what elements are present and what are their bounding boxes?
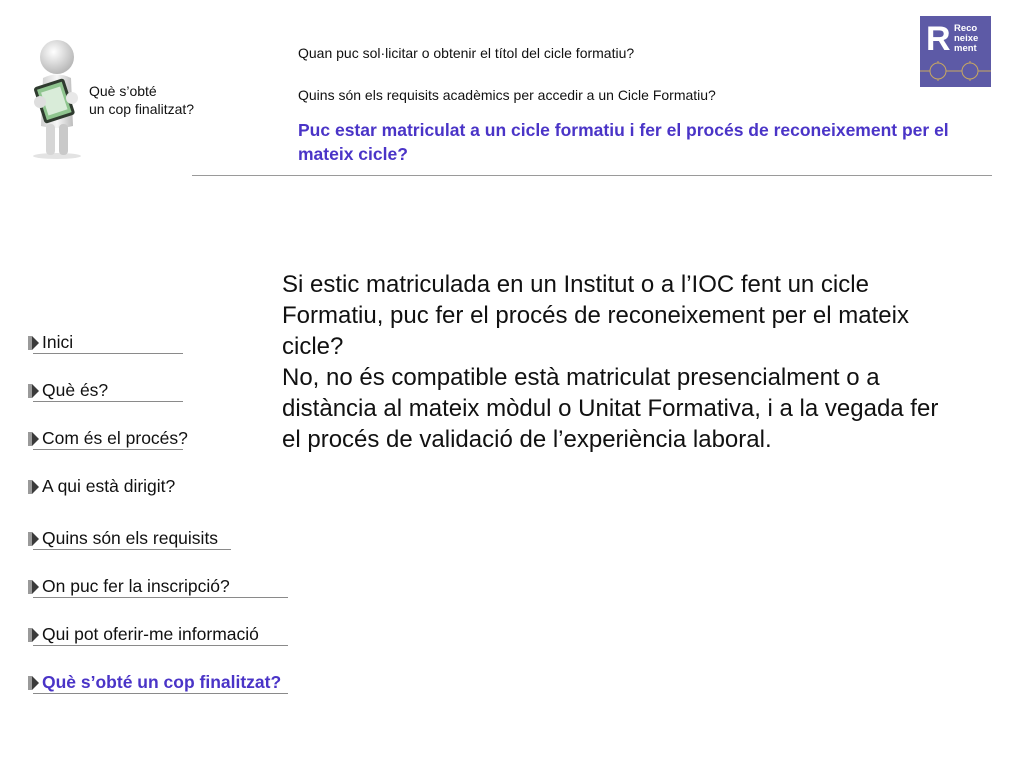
play-arrow-icon xyxy=(28,335,40,351)
section-caption xyxy=(89,82,194,118)
play-arrow-icon xyxy=(28,383,40,399)
current-question-title: Puc estar matriculat a un cicle formatiu i fer el procés de reconeixement per el mateix cicle? xyxy=(298,120,949,164)
play-arrow-icon xyxy=(28,479,40,495)
play-arrow-icon xyxy=(28,531,40,547)
play-arrow-icon xyxy=(28,579,40,595)
logo-letter: R xyxy=(926,20,951,58)
header-divider xyxy=(192,175,992,176)
play-arrow-icon xyxy=(28,675,40,691)
logo-text-line-3: ment xyxy=(954,43,977,54)
play-arrow-icon xyxy=(28,627,40,643)
nav-item-underline xyxy=(33,693,288,694)
nav-item-underline xyxy=(33,597,288,598)
nav-item-label: Inici xyxy=(42,332,74,352)
nav-item-label: On puc fer la inscripció? xyxy=(42,576,230,596)
logo-text xyxy=(954,24,978,54)
nav-item-underline xyxy=(33,549,231,550)
reconeixement-logo xyxy=(920,16,991,87)
answer-response-paragraph: No, no és compatible està matriculat presencialment o a distància al mateix mòdul o Unitat Formativa, i a la vegada fer el procés de validació de l’experiència laboral. xyxy=(282,364,939,453)
nav-item-label: Quins són els requisits xyxy=(42,528,219,548)
nav-item-underline xyxy=(33,401,183,402)
answer-text xyxy=(282,269,962,455)
question-title-2: Quins són els requisits acadèmics per accedir a un Cicle Formatiu? xyxy=(298,87,716,103)
nav-item-underline xyxy=(33,645,288,646)
play-arrow-icon xyxy=(28,431,40,447)
nav-item-label: Què és? xyxy=(42,380,109,400)
figure-with-tablet-illustration xyxy=(26,38,88,160)
caption-line-1: Què s’obté xyxy=(89,83,157,99)
logo-text-line-2: neixe xyxy=(954,33,979,44)
nav-item-label: A qui està dirigit? xyxy=(42,476,176,496)
gear-pattern-icon xyxy=(920,56,991,87)
nav-item-label: Qui pot oferir-me informació xyxy=(42,624,259,644)
logo-text-line-1: Reco xyxy=(954,23,978,34)
nav-item-label: Què s’obté un cop finalitzat? xyxy=(42,672,282,692)
caption-line-2: un cop finalitzat? xyxy=(89,101,195,117)
nav-item-underline xyxy=(33,353,183,354)
nav-item-label: Com és el procés? xyxy=(42,428,188,448)
nav-item-underline xyxy=(33,449,183,450)
answer-question-paragraph: Si estic matriculada en un Institut o a l’IOC fent un cicle Formatiu, puc fer el procés de reconeixement per el mateix cicle? xyxy=(282,271,909,360)
question-title-1: Quan puc sol·licitar o obtenir el títol del cicle formatiu? xyxy=(298,45,635,61)
